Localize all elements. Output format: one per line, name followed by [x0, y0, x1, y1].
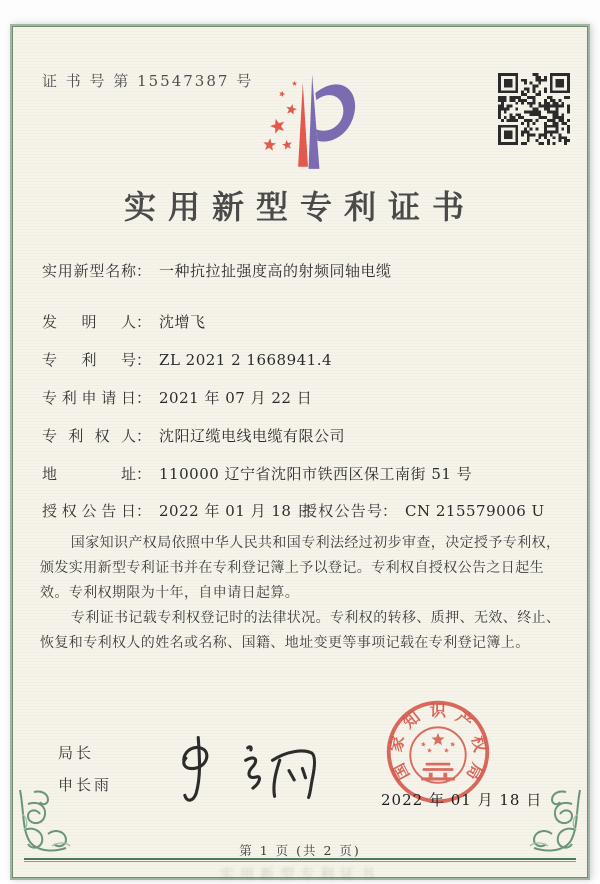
colon: ： — [382, 502, 398, 520]
colon: ： — [136, 262, 152, 280]
field-row-filing-date — [42, 387, 312, 408]
certificate-title: 实用新型专利证书 — [123, 188, 476, 226]
signature-shen-changyu — [152, 719, 327, 817]
svg-text:国: 国 — [389, 759, 414, 784]
field-value: ZL 2021 2 1668941.4 — [159, 351, 333, 369]
field-value: 2021 年 07 月 22 日 — [159, 389, 313, 407]
floral-ornament-icon — [14, 784, 78, 856]
field-row-patentee — [42, 425, 345, 446]
field-label: 实用新型名称 — [42, 262, 136, 280]
svg-text:局: 局 — [462, 759, 487, 784]
field-grant-no — [302, 500, 545, 521]
svg-text:家: 家 — [386, 734, 409, 754]
colon: ： — [136, 351, 152, 369]
field-label: 专利申请日 — [42, 389, 136, 407]
page-number: 第 1 页 (共 2 页) — [239, 843, 361, 858]
cnipa-logo-icon — [255, 68, 361, 172]
field-value: 110000 辽宁省沈阳市铁西区保工南街 51 号 — [159, 465, 473, 483]
next-page-ghost-text: 实用新型专利证书 — [220, 867, 380, 883]
field-label: 地址 — [42, 465, 136, 483]
field-label: 授权公告号 — [302, 502, 382, 520]
field-value: 2022 年 01 月 18 日 — [159, 502, 313, 520]
svg-text:知: 知 — [399, 707, 424, 733]
signer-title: 局长 — [58, 744, 95, 762]
svg-text:产: 产 — [452, 707, 477, 733]
field-value: 一种抗拉扯强度高的射频同轴电缆 — [159, 262, 392, 280]
colon: ： — [136, 427, 152, 445]
legal-paragraph-1: 国家知识产权局依照中华人民共和国专利法经过初步审查，决定授予专利权，颁发实用新型专利证书并在专利登记簿上予以登记。专利权自授权公告之日起生效。专利权期限为十年，自申请日起算。 — [40, 535, 561, 601]
legal-paragraph-2: 专利证书记载专利权登记时的法律状况。专利权的转移、质押、无效、终止、恢复和专利权人的姓名或名称、国籍、地址变更等事项记载在专利登记簿上。 — [40, 610, 561, 651]
field-row-grant — [42, 500, 545, 521]
field-label: 专利权人 — [42, 427, 136, 445]
certificate-number: 证 书 号 第 15547387 号 — [42, 72, 254, 90]
field-row-address — [42, 463, 472, 484]
bottom-rule — [24, 858, 576, 863]
field-row-patent-no — [42, 349, 332, 370]
qr-code — [498, 73, 570, 145]
field-label: 专利号 — [42, 351, 136, 369]
legal-text — [40, 531, 566, 656]
field-value: 沈阳辽缆电线电缆有限公司 — [159, 427, 346, 445]
colon: ： — [136, 389, 152, 407]
colon: ： — [136, 502, 152, 520]
seal-date: 2022 年 01 月 18 日 — [381, 791, 543, 809]
svg-text:权: 权 — [467, 734, 490, 754]
national-emblem-icon — [410, 727, 465, 782]
field-row-inventor — [42, 311, 206, 332]
field-label: 授权公告日 — [42, 502, 136, 520]
field-value: 沈增飞 — [159, 313, 206, 331]
certificate-page — [10, 24, 590, 883]
field-label: 发明人 — [42, 313, 136, 331]
colon: ： — [136, 465, 152, 483]
field-row-name — [42, 260, 392, 281]
svg-text:识: 识 — [429, 700, 447, 720]
colon: ： — [136, 313, 152, 331]
field-value: CN 215579006 U — [405, 502, 545, 520]
signer-name: 申长雨 — [58, 776, 113, 794]
